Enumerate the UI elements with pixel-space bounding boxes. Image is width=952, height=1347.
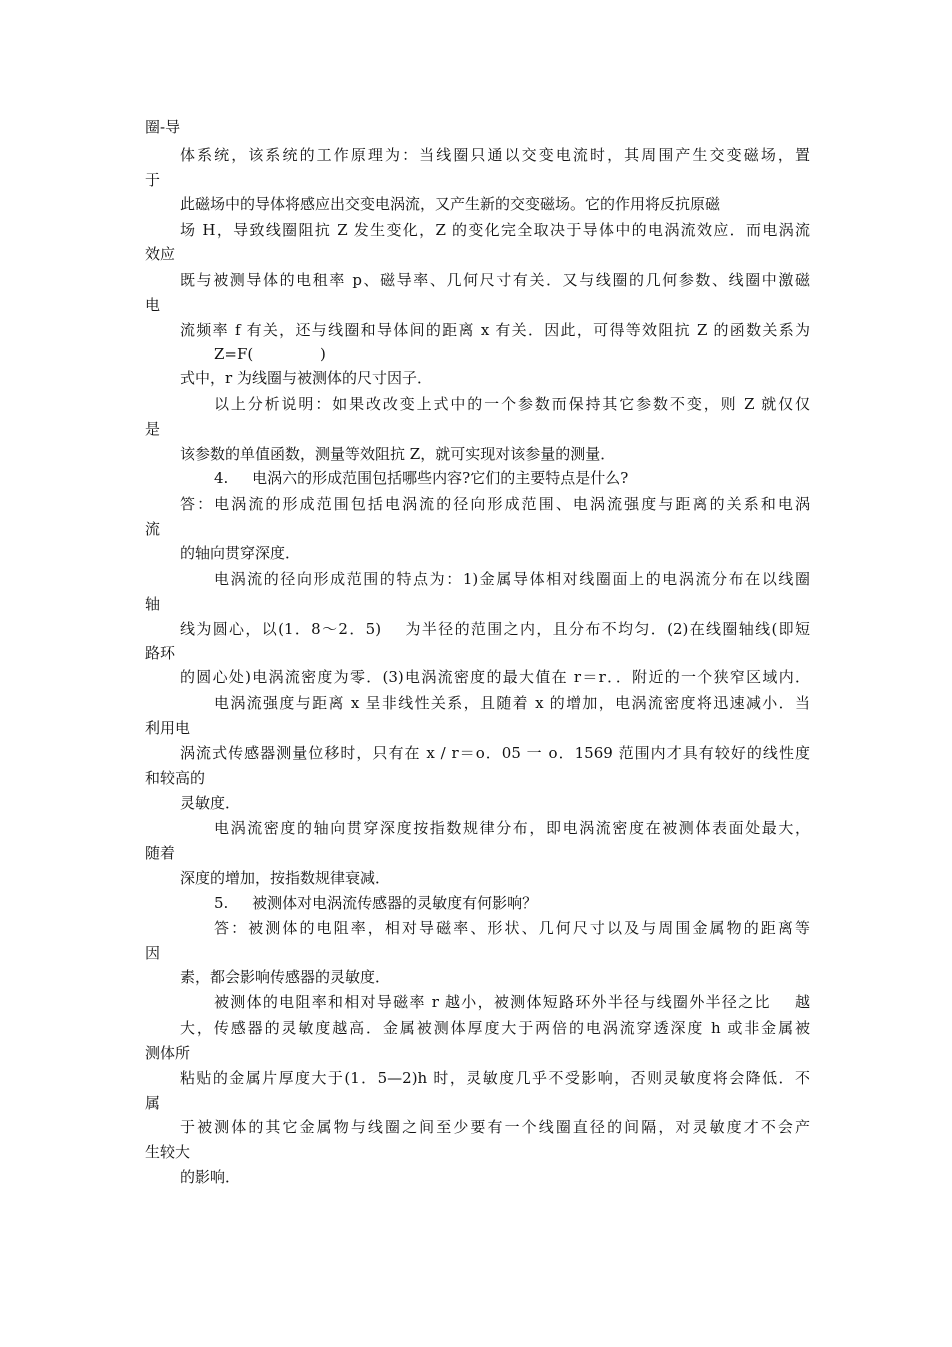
text-line: 随着	[145, 844, 176, 862]
text-line: 素，都会影响传感器的灵敏度．	[180, 968, 391, 986]
text-line: 流	[145, 520, 161, 538]
text-line: 场 H，导致线圈阻抗 Z 发生变化，Z 的变化完全取决于导体中的电涡流效应．而电涡流	[180, 221, 810, 239]
text-line: 此磁场中的导体将感应出交变电涡流，又产生新的交变磁场。它的作用将反抗原磁	[180, 195, 721, 213]
text-line: 的圆心处)电涡流密度为零．(3)电涡流密度的最大值在 r＝r．．附近的一个狭窄区域内．	[180, 668, 810, 686]
text-line: 路环	[145, 644, 176, 662]
text-line: 轴	[145, 595, 161, 613]
text-line: 于被测体的其它金属物与线圈之间至少要有一个线圈直径的间隔，对灵敏度才不会产	[180, 1118, 810, 1136]
text-line: 的影响．	[180, 1168, 241, 1186]
text-line: 属	[145, 1094, 161, 1112]
text-line: 是	[145, 420, 161, 438]
text-line: 电	[145, 296, 161, 314]
text-line: 以上分析说明：如果改改变上式中的一个参数而保持其它参数不变，则 Z 就仅仅	[214, 395, 810, 413]
text-line: 该参数的单值函数，测量等效阻抗 Z，就可实现对该参量的测量．	[180, 445, 616, 463]
question-heading: 5. 被测体对电涡流传感器的灵敏度有何影响？	[214, 894, 538, 912]
text-line: 答：被测体的电阻率，相对导磁率、形状、几何尺寸以及与周围金属物的距离等	[214, 919, 810, 937]
text-line: 深度的增加，按指数规律衰减．	[180, 869, 391, 887]
text-line: 于	[145, 171, 161, 189]
text-line: 式中，r 为线圈与被测体的尺寸因子．	[180, 369, 432, 387]
text-line: 线为圆心，以(1．8～2．5) 为半径的范围之内，且分布不均匀．(2)在线圈轴线(即短	[180, 620, 810, 638]
text-line: 的轴向贯穿深度．	[180, 544, 301, 562]
text-line: 生较大	[145, 1143, 191, 1161]
text-line: 效应	[145, 245, 176, 263]
text-line: 被测体的电阻率和相对导磁率 r 越小，被测体短路环外半径与线圈外半径之比 越	[214, 993, 810, 1011]
text-line: 既与被测导体的电租率 p、磁导率、几何尺寸有关．又与线圈的几何参数、线圈中激磁	[180, 271, 810, 289]
text-line: 涡流式传感器测量位移时，只有在 x / r＝o．05 一 o．1569 范围内才具有较好的线性度	[180, 744, 810, 762]
text-line: 粘贴的金属片厚度大于(1．5—2)h 时，灵敏度几乎不受影响，否则灵敏度将会降低．不	[180, 1069, 810, 1087]
question-heading: 4. 电涡六的形成范围包括哪些内容?它们的主要特点是什么?	[214, 469, 629, 487]
text-line: 流频率 f 有关，还与线圈和导体间的距离 x 有关．因此，可得等效阻抗 Z 的函数关系为	[180, 321, 810, 339]
text-line: 因	[145, 944, 161, 962]
text-line: 圈-导	[145, 118, 181, 136]
text-line: 电涡流的径向形成范围的特点为：1)金属导体相对线圈面上的电涡流分布在以线圈	[214, 570, 810, 588]
text-line: 灵敏度．	[180, 794, 241, 812]
text-line: 测体所	[145, 1044, 191, 1062]
text-line: 大，传感器的灵敏度越高．金属被测体厚度大于两倍的电涡流穿透深度 h 或非金属被	[180, 1019, 810, 1037]
formula-line: Z=F( )	[214, 345, 326, 363]
text-line: 答：电涡流的形成范围包括电涡流的径向形成范围、电涡流强度与距离的关系和电涡	[180, 495, 810, 513]
text-line: 利用电	[145, 719, 191, 737]
text-line: 体系统，该系统的工作原理为：当线圈只通以交变电流时，其周围产生交变磁场，置	[180, 146, 810, 164]
text-line: 电涡流强度与距离 x 呈非线性关系，且随着 x 的增加，电涡流密度将迅速减小．当	[214, 694, 810, 712]
text-line: 电涡流密度的轴向贯穿深度按指数规律分布，即电涡流密度在被测体表面处最大，	[214, 819, 810, 837]
text-line: 和较高的	[145, 769, 206, 787]
